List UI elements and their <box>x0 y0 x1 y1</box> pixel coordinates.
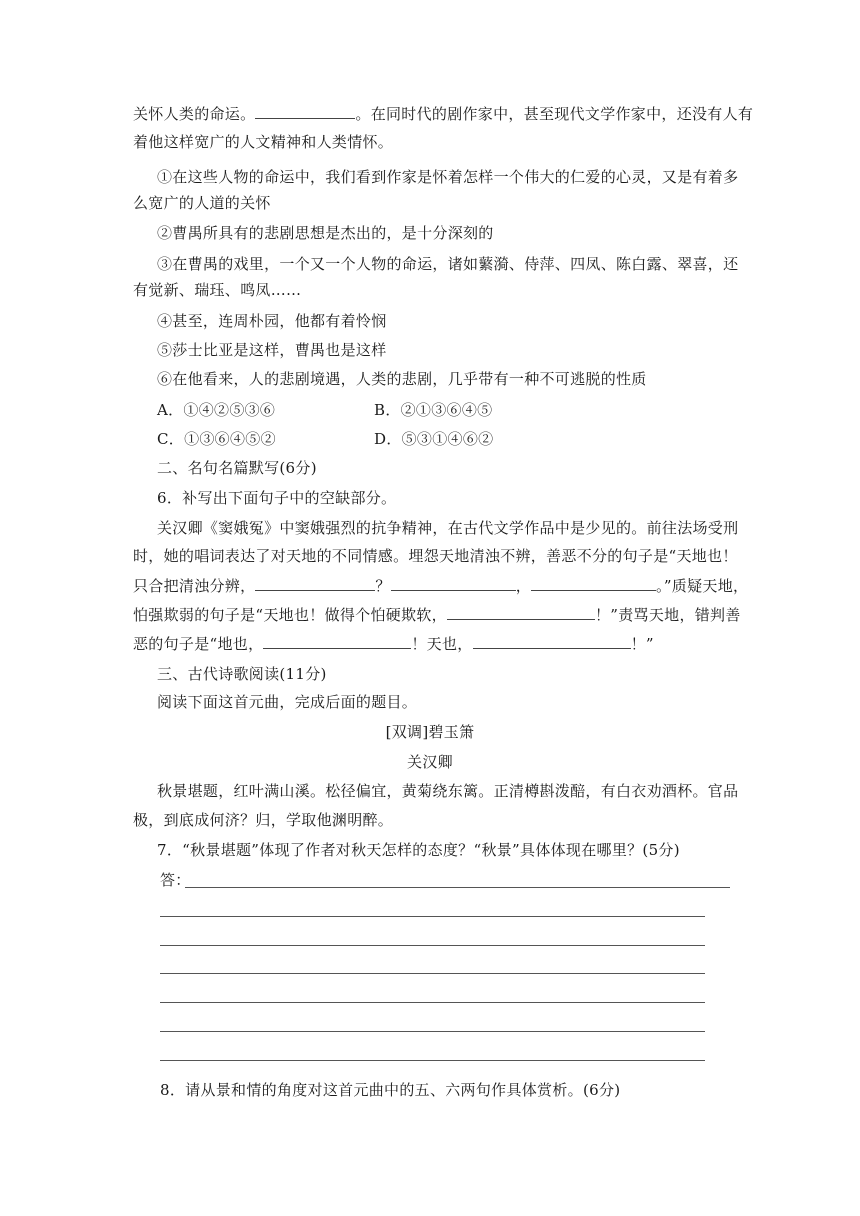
q5-option-a: A．①④②⑤③⑥ <box>157 401 276 419</box>
q5-item-1: ①在这些人物的命运中，我们看到作家是怀着怎样一个伟大的仁爱的心灵，又是有着多 <box>157 168 739 186</box>
fill-blank-5[interactable] <box>263 634 411 649</box>
q5-item-2: ②曹禺所具有的悲剧思想是杰出的，是十分深刻的 <box>157 224 494 242</box>
intro-line-1 <box>133 104 753 124</box>
answer-line[interactable] <box>160 1060 705 1061</box>
fill-blank-6[interactable] <box>473 634 631 649</box>
q6-title: 6．补写出下面句子中的空缺部分。 <box>157 489 397 507</box>
poem-title: [双调]碧玉箫 <box>385 723 475 741</box>
q5-item-5: ⑤莎士比亚是这样，曹禺也是这样 <box>157 341 387 359</box>
fill-blank-1[interactable] <box>255 576 375 591</box>
q5-item-1-cont: 么宽广的人道的关怀 <box>133 194 271 212</box>
poem-author: 关汉卿 <box>407 753 453 771</box>
answer-line[interactable] <box>185 887 730 888</box>
q5-item-3-cont: 有觉新、瑞珏、鸣凤…… <box>133 281 302 299</box>
q5-item-4: ④甚至，连周朴园，他都有着怜悯 <box>157 312 387 330</box>
q6-line-4-end: ！”责骂天地，错判善 <box>594 606 741 624</box>
section-2-heading: 二、名句名篇默写(6分) <box>157 459 317 477</box>
q6-line-1: 关汉卿《窦娥冤》中窦娥强烈的抗争精神，在古代文学作品中是少见的。前往法场受刑 <box>157 519 739 537</box>
q6-line-3-end: 。”质疑天地， <box>656 577 749 595</box>
intro-line-1-end: 。在同时代的剧作家中，甚至现代文学作家中，还没有人有 <box>355 105 754 123</box>
fill-blank-4[interactable] <box>447 605 595 620</box>
intro-line-1-start: 关怀人类的命运。 <box>133 105 256 123</box>
answer-line[interactable] <box>160 1031 705 1032</box>
poem-line-2: 极，到底成何济？归，学取他渊明醉。 <box>133 811 394 829</box>
q7-answer-label: 答： <box>160 871 191 889</box>
poem-intro: 阅读下面这首元曲，完成后面的题目。 <box>157 693 418 711</box>
fill-blank-3[interactable] <box>531 576 656 591</box>
q6-line-3-comma: ， <box>515 577 532 595</box>
answer-line[interactable] <box>160 945 705 946</box>
fill-blank-2[interactable] <box>391 576 516 591</box>
poem-line-1: 秋景堪题，红叶满山溪。松径偏宜，黄菊绕东篱。正清樽斟泼醅，有白衣劝酒杯。官品 <box>157 782 739 800</box>
q6-line-3-start: 只合把清浊分辨， <box>133 577 256 595</box>
q8-title: 8．请从景和情的角度对这首元曲中的五、六两句作具体赏析。(6分) <box>160 1081 621 1099</box>
q6-line-4 <box>133 605 741 625</box>
section-3-heading: 三、古代诗歌阅读(11分) <box>157 665 327 683</box>
q5-option-b: B．②①③⑥④⑤ <box>374 401 493 419</box>
q5-option-c: C．①③⑥④⑤② <box>157 430 276 448</box>
q6-line-3-mark: ？ <box>375 577 391 595</box>
answer-line[interactable] <box>160 973 705 974</box>
blank-line <box>255 104 355 119</box>
intro-line-2: 着他这样宽广的人文精神和人类情怀。 <box>133 133 394 151</box>
q6-line-4-start: 怕强欺弱的句子是“天地也！做得个怕硬欺软， <box>133 606 447 624</box>
q6-line-3 <box>133 576 748 596</box>
q6-line-2: 时，她的唱词表达了对天地的不同情感。埋怨天地清浊不辨，善恶不分的句子是“天地也！ <box>133 547 738 565</box>
q6-line-5 <box>133 634 654 654</box>
answer-line[interactable] <box>160 1002 705 1003</box>
q6-line-5-mid: ！天也， <box>411 635 473 653</box>
q6-line-5-end: ！” <box>630 635 654 653</box>
answer-line[interactable] <box>160 916 705 917</box>
q5-option-d: D．⑤③①④⑥② <box>374 430 494 448</box>
q5-item-6: ⑥在他看来，人的悲剧境遇，人类的悲剧，几乎带有一种不可逃脱的性质 <box>157 370 647 388</box>
q6-line-5-start: 恶的句子是“地也， <box>133 635 264 653</box>
q5-item-3: ③在曹禺的戏里，一个又一个人物的命运，诸如蘩漪、侍萍、四凤、陈白露、翠喜，还 <box>157 255 739 273</box>
q7-title: 7．“秋景堪题”体现了作者对秋天怎样的态度？“秋景”具体体现在哪里？(5分) <box>157 841 680 859</box>
